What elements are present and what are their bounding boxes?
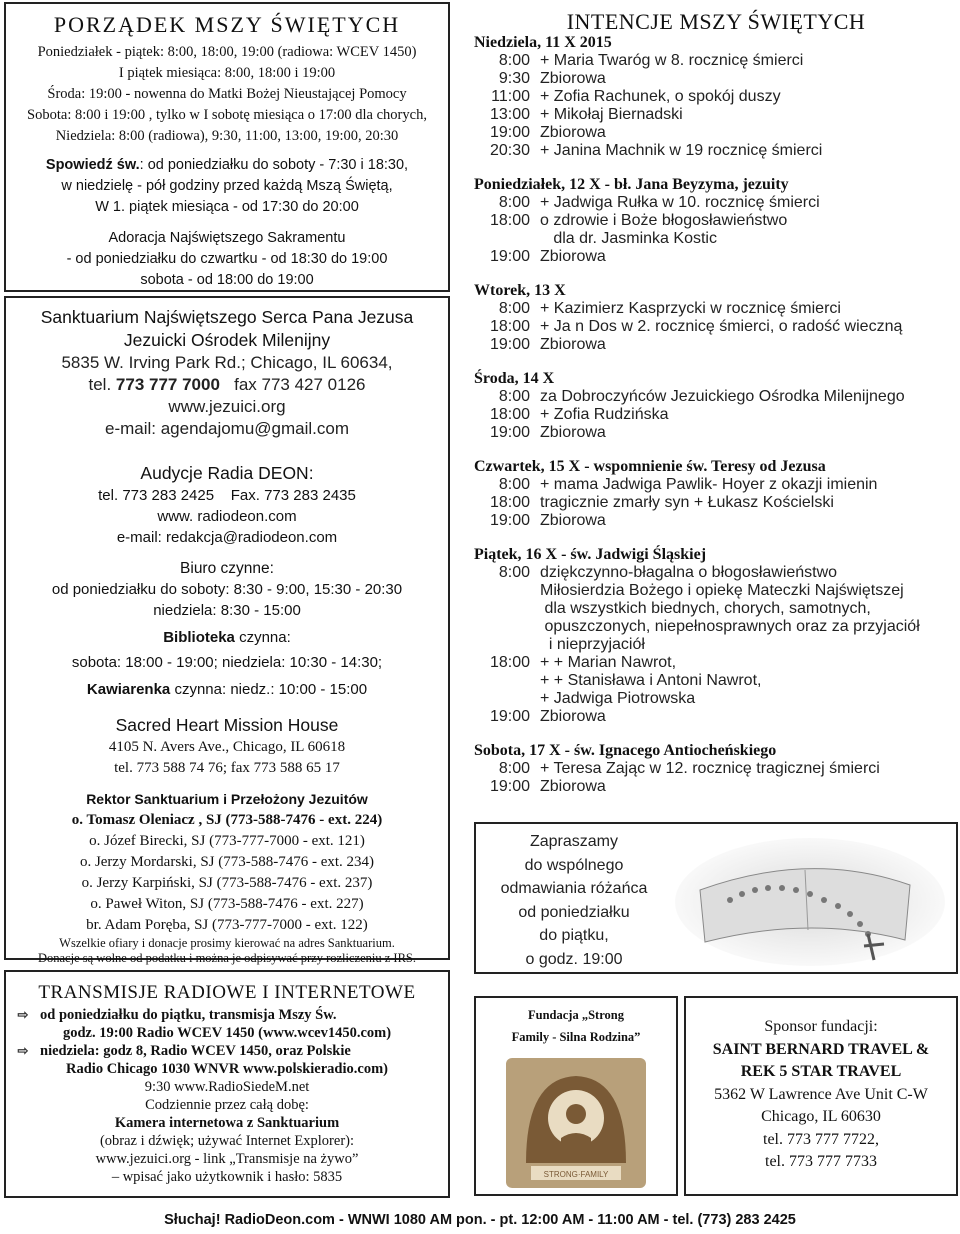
radio-deon-website[interactable]: www. radiodeon.com (157, 508, 297, 525)
footer-radio-deon: Słuchaj! RadioDeon.com - WNWI 1080 AM pon. - pt. 12:00 AM - 11:00 AM - tel. (773) 283 2425 (164, 1212, 796, 1228)
radio-deon-email[interactable]: e-mail: redakcja@radiodeon.com (116, 529, 338, 546)
intention-text: Zbiorowa (540, 512, 606, 529)
intention-row (474, 636, 958, 654)
transmission-weekday-line: od poniedziałku do piątku, transmisja Mszy Św. (40, 1007, 337, 1023)
intention-time (474, 636, 540, 654)
mission-house-phones: tel. 773 588 74 76; fax 773 588 65 17 (114, 760, 340, 776)
office-block (6, 558, 448, 700)
transmission-line: www.jezuici.org - link „Transmisje na żywo” (95, 1151, 359, 1167)
intention-time (474, 230, 540, 248)
library-hours: sobota: 18:00 - 19:00; niedziela: 10:30 - 14:30; (71, 654, 383, 671)
mass-line: Środa: 19:00 - nowenna do Matki Bożej Nieustającej Pomocy (47, 86, 407, 102)
intention-time (474, 582, 540, 600)
intention-time: 18:00 (489, 212, 530, 229)
adoration-title: Adoracja Najświętszego Sakramentu (108, 230, 346, 246)
adoration-block (6, 228, 448, 291)
mass-line: Poniedziałek - piątek: 8:00, 18:00, 19:00 (radiowa: WCEV 1450) (37, 44, 417, 60)
intention-time: 8:00 (498, 194, 530, 211)
sanctuary-info-box (4, 296, 450, 965)
sponsor-tel: tel. 773 777 7733 (765, 1153, 877, 1170)
intention-row (474, 654, 958, 672)
transmission-title: TRANSMISJE RADIOWE I INTERNETOWE (38, 982, 416, 1003)
confession-line: W 1. piątek miesiąca - od 17:30 do 20:00 (95, 199, 359, 215)
radio-deon-block (6, 462, 448, 548)
intention-text: Zbiorowa (540, 248, 606, 265)
confession-line: w niedzielę - pół godziny przed każdą Mszą Świętą, (61, 178, 393, 194)
mission-house-address: 4105 N. Avers Ave., Chicago, IL 60618 (108, 739, 346, 755)
intention-text: + Janina Machnik w 19 rocznicę śmierci (540, 142, 823, 159)
donation-note: Donacje są wolne od podatku i można je odpisywać przy rozliczeniu z IRS. (37, 951, 416, 965)
intention-text: Zbiorowa (540, 424, 606, 441)
day-gap (474, 354, 958, 370)
sanctuary-phone: 773 777 7000 (115, 375, 220, 394)
intentions-title: INTENCJE MSZY ŚWIĘTYCH (566, 9, 866, 34)
intention-time: 9:30 (498, 70, 530, 87)
intention-row (474, 70, 958, 88)
intention-row (474, 212, 958, 230)
intention-text: Zbiorowa (540, 778, 606, 795)
day-heading: Wtorek, 13 X (474, 282, 566, 299)
transmission-weekday (6, 1006, 448, 1024)
mission-house-name: Sacred Heart Mission House (115, 715, 339, 735)
transmission-line: Codziennie przez całą dobę: (145, 1097, 309, 1113)
intention-time: 8:00 (498, 760, 530, 777)
foundation-title (476, 1004, 676, 1048)
transmission-line: – wpisać jako użytkownik i hasło: 5835 (111, 1169, 343, 1185)
day-heading: Piątek, 16 X - św. Jadwigi Śląskiej (474, 546, 707, 563)
sponsor-box (684, 996, 958, 1196)
intention-time: 18:00 (489, 494, 530, 511)
webcam-title: Kamera internetowa z Sanktuarium (114, 1115, 340, 1131)
day-heading: Niedziela, 11 X 2015 (474, 34, 612, 51)
intention-time: 19:00 (489, 248, 530, 265)
cafe-label: Kawiarenka (86, 681, 171, 698)
intention-time: 8:00 (498, 52, 530, 69)
intention-text: + + Stanisława i Antoni Nawrot, (540, 672, 762, 689)
sponsor-tel: tel. 773 777 7722, (763, 1130, 879, 1148)
intention-time: 19:00 (489, 778, 530, 795)
intention-row (474, 760, 958, 778)
sanctuary-block (6, 306, 448, 440)
sponsor-city: Chicago, IL 60630 (761, 1108, 881, 1125)
intention-time: 13:00 (489, 106, 530, 123)
cafe-hours (6, 679, 448, 700)
intention-row (474, 778, 958, 796)
day-heading: Czwartek, 15 X - wspomnienie św. Teresy od Jezusa (474, 458, 826, 475)
intention-text: za Dobroczyńców Jezuickiego Ośrodka Milenijnego (540, 388, 905, 405)
mass-schedule-title: PORZĄDEK MSZY ŚWIĘTYCH (53, 12, 401, 37)
intention-text: + Zofia Rachunek, o spokój duszy (540, 88, 781, 105)
arrow-right-icon: ⇨ (17, 1043, 29, 1058)
intention-time: 8:00 (498, 564, 530, 581)
intention-text: + + Marian Nawrot, (540, 654, 677, 671)
intention-text: tragicznie zmarły syn + Łukasz Kościelski (540, 494, 834, 511)
sanctuary-subname: Jezuicki Ośrodek Milenijny (123, 330, 331, 350)
intention-text: o zdrowie i Boże błogosławieństwo (540, 212, 788, 229)
library-title (6, 627, 448, 648)
intention-row (474, 388, 958, 406)
rector: o. Tomasz Oleniacz , SJ (773-588-7476 - ext. 224) (71, 812, 383, 828)
rosary-line: odmawiania różańca (500, 880, 648, 897)
sponsor-block (686, 1016, 956, 1174)
intention-text: opuszczonych, niepełnosprawnych oraz za przyjaciół (540, 618, 920, 635)
intention-text: Zbiorowa (540, 124, 606, 141)
intention-text: Miłosierdzia Bożego i opiekę Mateczki Najświętszej (540, 582, 904, 599)
intention-row (474, 618, 958, 636)
transmission-line: (obraz i dźwięk; używać Internet Explorer): (99, 1133, 355, 1149)
intention-text: + Jadwiga Rułka w 10. rocznicę śmierci (540, 194, 820, 211)
rosary-line: o godz. 19:00 (525, 950, 623, 968)
priests-block (6, 789, 448, 966)
intention-time: 8:00 (498, 300, 530, 317)
adoration-line: - od poniedziałku do czwartku - od 18:30 do 19:00 (66, 251, 388, 267)
intention-row (474, 52, 958, 70)
intention-text: i nieprzyjaciół (540, 636, 645, 653)
intention-time: 19:00 (489, 336, 530, 353)
intention-row (474, 124, 958, 142)
radio-deon-tel: tel. 773 283 2425 (98, 487, 215, 504)
sponsor-address: 5362 W Lawrence Ave Unit C-W (714, 1085, 928, 1103)
logo-text: STRONG·FAMILY (543, 1170, 609, 1179)
intention-text: + Teresa Zając w 12. rocznicę tragicznej śmierci (540, 760, 880, 777)
confession-line: : od poniedziałku do soboty - 7:30 i 18:30, (139, 157, 409, 173)
day-gap (474, 530, 958, 546)
transmission-line: 9:30 www.RadioSiedeM.net (144, 1079, 310, 1095)
intention-row (474, 424, 958, 442)
intention-text: dziękczynno-błagalna o błogosławieństwo (540, 564, 838, 581)
intention-time (474, 690, 540, 708)
priest: br. Adam Poręba, SJ (773-777-7000 - ext. 122) (86, 917, 368, 933)
intention-row (474, 582, 958, 600)
sponsor-name: SAINT BERNARD TRAVEL & (712, 1040, 930, 1058)
intention-time: 18:00 (489, 406, 530, 423)
transmission-sunday (6, 1042, 448, 1060)
sanctuary-phones (6, 374, 448, 396)
transmission-box (4, 970, 450, 1198)
library-label: Biblioteka (163, 629, 235, 646)
radio-deon-phones (6, 485, 448, 506)
priest: o. Jerzy Karpiński, SJ (773-588-7476 - ext. 237) (81, 875, 373, 891)
priest: o. Jerzy Mordarski, SJ (773-588-7476 - ext. 234) (79, 854, 375, 870)
office-hours: od poniedziałku do soboty: 8:30 - 9:00, 15:30 - 20:30 (51, 581, 403, 598)
mass-line: I piątek miesiąca: 8:00, 18:00 i 19:00 (118, 65, 336, 81)
intention-time (474, 618, 540, 636)
intention-text: + Maria Twaróg w 8. rocznicę śmierci (540, 52, 804, 69)
foundation-box (474, 996, 678, 1196)
phone-label: tel. (88, 375, 112, 394)
intention-row (474, 106, 958, 124)
radio-deon-fax: Fax. 773 283 2435 (230, 487, 356, 504)
intention-time: 19:00 (489, 708, 530, 725)
intention-text: + mama Jadwiga Pawlik- Hoyer z okazji imienin (540, 476, 878, 493)
intention-text: dla dr. Jasminka Kostic (540, 230, 717, 247)
rosary-line: Zapraszamy (529, 833, 619, 850)
day-gap (474, 442, 958, 458)
strong-family-logo (506, 1058, 646, 1188)
intention-row (474, 512, 958, 530)
intentions-column (474, 10, 958, 796)
day-heading: Poniedziałek, 12 X - bł. Jana Beyzyma, jezuity (474, 176, 789, 193)
library-suffix: czynna: (239, 629, 291, 646)
intention-row (474, 690, 958, 708)
office-sunday: niedziela: 8:30 - 15:00 (153, 602, 301, 619)
intention-time: 18:00 (489, 318, 530, 335)
intention-time: 8:00 (498, 388, 530, 405)
sponsor-label: Sponsor fundacji: (764, 1018, 878, 1035)
intention-row (474, 88, 958, 106)
sanctuary-address: 5835 W. Irving Park Rd.; Chicago, IL 60634, (61, 353, 393, 372)
intention-text: + Mikołaj Biernadski (540, 106, 683, 123)
intentions-list (474, 34, 958, 796)
intention-time (474, 600, 540, 618)
priest: o. Józef Birecki, SJ (773-777-7000 - ext. 121) (89, 833, 365, 849)
intention-row (474, 708, 958, 726)
donation-note: Wszelkie ofiary i donacje prosimy kierować na adres Sanktuarium. (59, 936, 395, 950)
sanctuary-name: Sanktuarium Najświętszego Serca Pana Jezusa (40, 307, 414, 327)
confession-block (6, 155, 448, 218)
foundation-title-line: Family - Silna Rodzina” (511, 1030, 641, 1044)
intention-row (474, 476, 958, 494)
sanctuary-email[interactable]: e-mail: agendajomu@gmail.com (104, 419, 350, 438)
intention-time: 11:00 (491, 88, 530, 105)
mass-schedule-box (4, 2, 450, 292)
day-gap (474, 726, 958, 742)
intention-row (474, 248, 958, 266)
transmission-weekday-line2: godz. 19:00 Radio WCEV 1450 (www.wcev1450.com) (62, 1025, 392, 1041)
adoration-line: sobota - od 18:00 do 19:00 (140, 272, 314, 288)
sponsor-name: REK 5 STAR TRAVEL (740, 1063, 902, 1080)
rosary-line: do piątku, (539, 927, 609, 944)
mission-house-block (6, 714, 448, 779)
mass-line: Niedziela: 8:00 (radiowa), 9:30, 11:00, 13:00, 19:00, 20:30 (55, 128, 399, 144)
intention-time: 8:00 (498, 476, 530, 493)
intention-row (474, 318, 958, 336)
confession-label: Spowiedź św. (45, 157, 140, 173)
intention-row (474, 194, 958, 212)
intention-text: + Kazimierz Kasprzycki w rocznicę śmierci (540, 300, 841, 317)
sanctuary-website[interactable]: www.jezuici.org (168, 397, 286, 416)
intention-row (474, 300, 958, 318)
intention-row (474, 406, 958, 424)
intention-text: dla wszystkich biednych, chorych, samotnych, (540, 600, 871, 617)
intention-row (474, 142, 958, 160)
transmission-sunday-line2: Radio Chicago 1030 WNVR www.polskieradio.com) (66, 1061, 388, 1077)
rosary-line: do wspólnego (524, 856, 624, 874)
intention-row (474, 564, 958, 582)
rosary-invitation (494, 830, 654, 971)
mass-schedule-lines (6, 42, 448, 147)
intention-text: Zbiorowa (540, 70, 606, 87)
sanctuary-fax: fax 773 427 0126 (234, 375, 366, 394)
intention-time: 20:30 (489, 142, 530, 159)
radio-deon-title: Audycje Radia DEON: (140, 463, 314, 483)
rosary-bible-image (660, 830, 950, 970)
intention-row (474, 494, 958, 512)
intention-time: 19:00 (489, 124, 530, 141)
intention-row (474, 336, 958, 354)
intention-text: Zbiorowa (540, 708, 606, 725)
transmission-sunday-line: niedziela: godz 8, Radio WCEV 1450, oraz Polskie (40, 1043, 351, 1059)
transmission-lines (6, 1006, 448, 1186)
intention-time: 18:00 (489, 654, 530, 671)
office-title: Biuro czynne: (180, 560, 274, 577)
intention-text: + Zofia Rudzińska (540, 406, 669, 423)
day-gap (474, 160, 958, 176)
mass-line: Sobota: 8:00 i 19:00 , tylko w I sobotę miesiąca o 17:00 dla chorych, (27, 107, 427, 123)
intention-row (474, 672, 958, 690)
intention-text: + Jadwiga Piotrowska (540, 690, 696, 707)
intention-text: Zbiorowa (540, 336, 606, 353)
day-gap (474, 266, 958, 282)
rosary-line: od poniedziałku (518, 903, 630, 921)
intention-time: 19:00 (489, 512, 530, 529)
intention-text: + Ja n Dos w 2. rocznicę śmierci, o radość wieczną (540, 318, 903, 335)
cafe-text: czynna: niedz.: 10:00 - 15:00 (174, 681, 368, 698)
rosary-box (474, 822, 958, 974)
priests-title: Rektor Sanktuarium i Przełożony Jezuitów (86, 791, 368, 807)
day-heading: Środa, 14 X (474, 370, 555, 387)
intention-row (474, 600, 958, 618)
day-heading: Sobota, 17 X - św. Ignacego Antiocheńskiego (474, 742, 777, 759)
intention-time: 19:00 (489, 424, 530, 441)
intention-time (474, 672, 540, 690)
intention-row (474, 230, 958, 248)
foundation-title-line: Fundacja „Strong (528, 1008, 624, 1022)
priest: o. Paweł Witon, SJ (773-588-7476 - ext. 227) (90, 896, 364, 912)
arrow-right-icon: ⇨ (17, 1007, 29, 1022)
